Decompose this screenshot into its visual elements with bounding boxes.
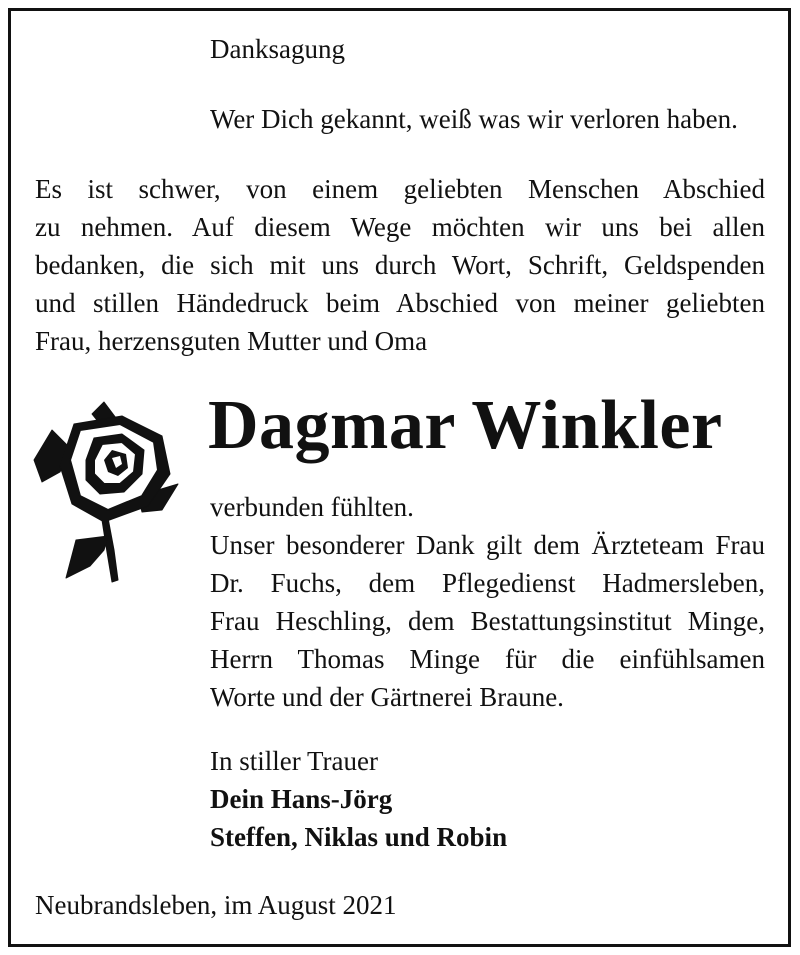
thanks-line-5: Herrn Thomas Minge für die einfühlsamen xyxy=(210,644,765,674)
rose-icon xyxy=(30,400,180,595)
deceased-name: Dagmar Winkler xyxy=(208,387,723,464)
rose-leaf-bottom xyxy=(66,536,108,578)
place-date: Neubrandsleben, im August 2021 xyxy=(35,890,397,920)
signature-line-1: Dein Hans-Jörg xyxy=(210,784,393,814)
thanks-line-6: Worte und der Gärtnerei Braune. xyxy=(210,682,564,712)
intro-line-5: Frau, herzensguten Mutter und Oma xyxy=(35,326,428,356)
signature-intro: In stiller Trauer xyxy=(210,746,378,776)
intro-line-2: zu nehmen. Auf diesem Wege möchten wir uns bei allen xyxy=(35,212,765,242)
notice-heading: Danksagung xyxy=(210,34,345,64)
thanks-line-3: Dr. Fuchs, dem Pflegedienst Hadmersleben, xyxy=(210,568,765,598)
notice-quote: Wer Dich gekannt, weiß was wir verloren haben. xyxy=(210,104,738,134)
intro-line-3: bedanken, die sich mit uns durch Wort, Schrift, Geldspenden xyxy=(35,250,765,280)
intro-line-4: und stillen Händedruck beim Abschied von meiner geliebten xyxy=(35,288,765,318)
signature-line-2: Steffen, Niklas und Robin xyxy=(210,822,508,852)
intro-line-1: Es ist schwer, von einem geliebten Menschen Abschied xyxy=(35,174,765,204)
thanks-line-1: verbunden fühlten. xyxy=(210,492,414,522)
thanks-line-2: Unser besonderer Dank gilt dem Ärzteteam Frau xyxy=(210,530,765,560)
thanks-line-4: Frau Heschling, dem Bestattungsinstitut Minge, xyxy=(210,606,765,636)
